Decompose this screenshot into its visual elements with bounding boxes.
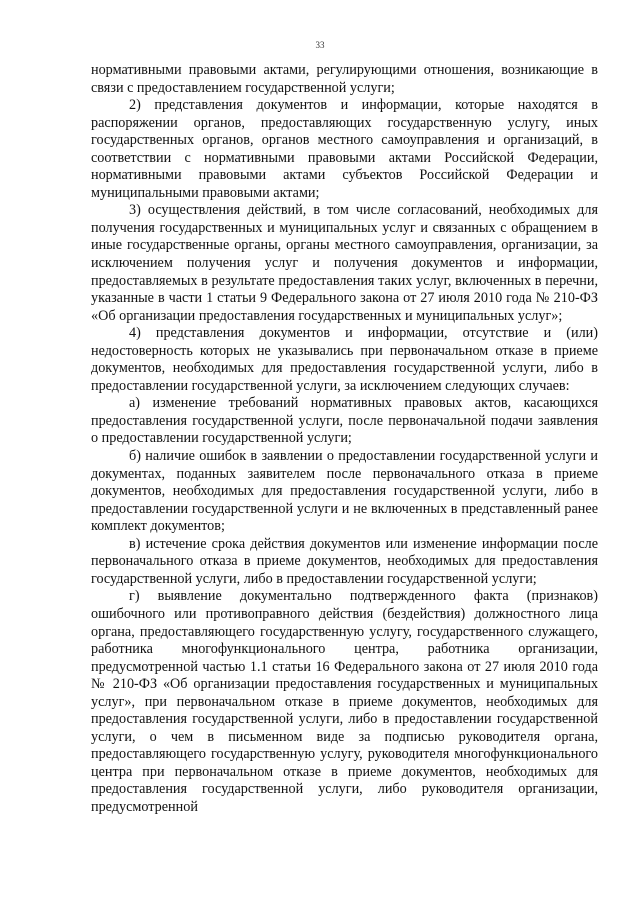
paragraph-subitem-g: г) выявление документально подтвержденного факта (признаков) ошибочного или противоправного действия (бездействия) должностного лица органа, предоставляющего государственную услугу, государственного служащего, работника многофункционального центра, работника организации, предусмотренной частью 1.1 статьи 16 Федерального закона от 27 июля 2010 года № 210-ФЗ «Об организации предоставления государственных и муниципальных услуг», при первоначальном отказе в приеме документов, необходимых для предоставления государственной услуги, либо в предоставлении государственной услуги, о чем в письменном виде за подписью руководителя органа, предоставляющего государственную услугу, руководителя многофункционального центра при первоначальном отказе в приеме документов, необходимых для предоставления государственной услуги, либо руководителя организации, предусмотренной — [91, 588, 598, 815]
document-body — [91, 62, 598, 817]
paragraph-subitem-a: а) изменение требований нормативных правовых актов, касающихся предоставления государственной услуги, после первоначальной подачи заявления о предоставлении государственной услуги; — [91, 395, 598, 447]
paragraph-item-3: 3) осуществления действий, в том числе согласований, необходимых для получения государственных и муниципальных услуг и связанных с обращением в иные государственные органы, органы местного самоуправления, организации, за исключением получения услуг и получения документов и информации, предоставляемых в результате предоставления таких услуг, включенных в перечни, указанные в части 1 статьи 9 Федерального закона от 27 июля 2010 года № 210-ФЗ «Об организации предоставления государственных и муниципальных услуг»; — [91, 202, 598, 324]
paragraph-subitem-b: б) наличие ошибок в заявлении о предоставлении государственной услуги и документах, поданных заявителем после первоначального отказа в приеме документов, необходимых для предоставления государственной услуги, либо в предоставлении государственной услуги и не включенных в представленный ранее комплект документов; — [91, 448, 598, 535]
paragraph-item-2: 2) представления документов и информации, которые находятся в распоряжении органов, предоставляющих государственную услугу, иных государственных органов, органов местного самоуправления и организаций, в соответствии с нормативными правовыми актами Российской Федерации, нормативными правовыми актами субъектов Российской Федерации и муниципальными правовыми актами; — [91, 97, 598, 201]
page-number: 33 — [315, 40, 325, 50]
paragraph-continuation: нормативными правовыми актами, регулирующими отношения, возникающие в связи с предоставлением государственной услуги; — [91, 62, 598, 96]
paragraph-item-4: 4) представления документов и информации, отсутствие и (или) недостоверность которых не указывались при первоначальном отказе в приеме документов, необходимых для предоставления государственной услуги, либо в предоставлении государственной услуги, за исключением следующих случаев: — [91, 325, 598, 394]
paragraph-subitem-v: в) истечение срока действия документов или изменение информации после первоначального отказа в приеме документов, необходимых для предоставления государственной услуги, либо в предоставлении государственной услуги; — [91, 535, 598, 587]
